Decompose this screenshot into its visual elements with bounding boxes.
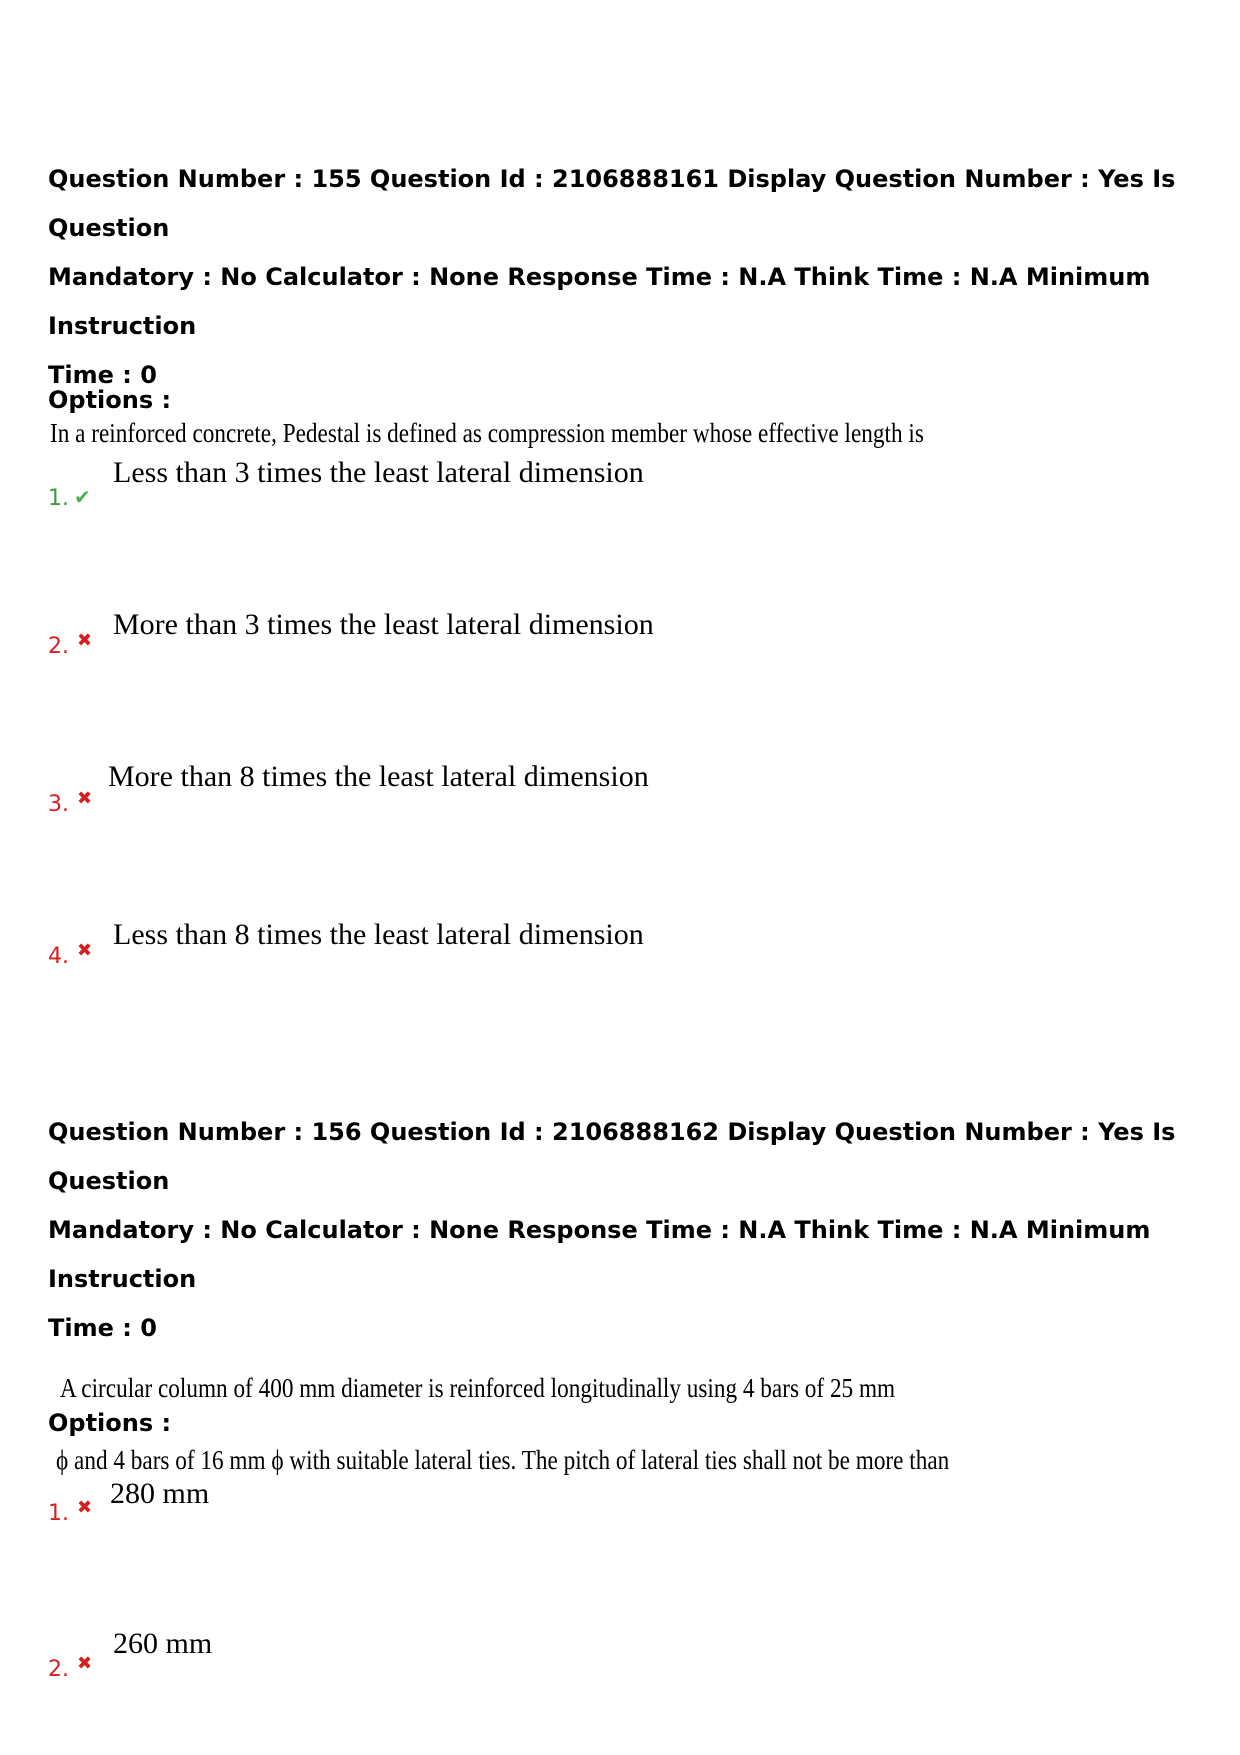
option-text: 280 mm [110,1477,210,1510]
option-number: 1. [48,486,69,511]
cross-icon: ✖ [77,1653,93,1674]
option-4[interactable] [48,917,948,1007]
option-2[interactable] [48,607,948,697]
option-1[interactable] [48,455,948,545]
option-text: Less than 8 times the least lateral dimension [113,918,644,951]
question-156 [48,1108,1208,1682]
question-text: In a reinforced concrete, Pedestal is defined as compression member whose effective length is [50,418,924,448]
option-number: 3. [48,792,69,817]
question-text-line-1: A circular column of 400 mm diameter is reinforced longitudinally using 4 bars of 25 mm [60,1373,896,1403]
option-text: More than 8 times the least lateral dimension [108,760,649,793]
option-text: More than 3 times the least lateral dimension [113,608,654,641]
options-label: Options : [48,1409,172,1437]
option-2[interactable] [48,1626,948,1716]
option-number: 1. [48,1501,69,1526]
cross-icon: ✖ [77,1497,93,1518]
option-text: 260 mm [113,1627,213,1660]
question-header-line-3: Time : 0 [48,1314,157,1342]
option-1[interactable] [48,1476,948,1566]
cross-icon: ✖ [77,940,93,961]
option-number: 2. [48,634,69,659]
question-header-line-1: Question Number : 156 Question Id : 2106888162 Display Question Number : Yes Is Question [48,1118,1176,1195]
option-text: Less than 3 times the least lateral dimension [113,456,644,489]
option-3[interactable] [48,759,948,849]
options-label: Options : [48,386,172,414]
check-icon: ✔ [74,485,91,509]
option-number: 2. [48,1657,69,1682]
question-header-line-2: Mandatory : No Calculator : None Response Time : N.A Think Time : N.A Minimum Instruction [48,1216,1151,1293]
question-header-line-3: Time : 0 [48,361,157,389]
cross-icon: ✖ [77,788,93,809]
question-header-line-1: Question Number : 155 Question Id : 2106888161 Display Question Number : Yes Is Question [48,165,1176,242]
question-header-line-2: Mandatory : No Calculator : None Response Time : N.A Think Time : N.A Minimum Instruction [48,263,1151,340]
question-text-line-2: ϕ and 4 bars of 16 mm ϕ with suitable lateral ties. The pitch of lateral ties shall not be more than [56,1445,950,1475]
cross-icon: ✖ [77,630,93,651]
question-155 [48,155,1208,969]
option-number: 4. [48,944,69,969]
